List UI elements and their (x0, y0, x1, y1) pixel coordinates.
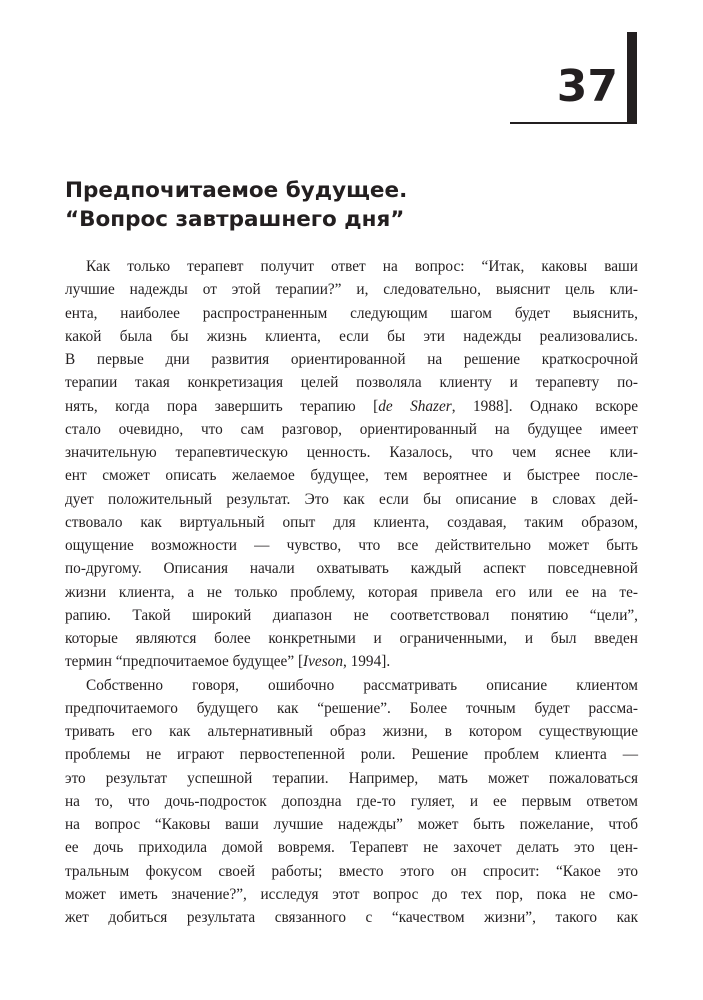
paragraph-2-line: на то, что дочь-подросток допоздна где-то гуляет, и ее первым ответом (65, 792, 638, 810)
paragraph-1-line: термин “предпочитаемое будущее” [Iveson, 1994]. (65, 653, 391, 671)
paragraph-1-line: Как только терапевт получит ответ на вопрос: “Итак, каковы ваши (86, 258, 638, 275)
paragraph-2-line: жет добиться результата связанного с “качеством жизни”, такого как (65, 909, 638, 926)
paragraph-2-line: это результат успешной терапии. Например, мать может пожаловаться (65, 769, 638, 787)
paragraph-1-line: ента, наиболее распространенным следующим шагом будет выяснить, (65, 304, 638, 322)
paragraph-2-line: тральным фокусом своей работы; вместо этого он спросит: “Какое это (65, 862, 638, 880)
paragraph-2-line: проблемы не играют первостепенной роли. Решение проблем клиента — (65, 746, 638, 764)
paragraph-1-line: терапии такая конкретизация целей позволяла клиенту и терапевту по- (65, 374, 638, 392)
paragraph-2-line: на вопрос “Каковы ваши лучшие надежды” может быть пожелание, чтоб (65, 816, 638, 833)
paragraph-1-line: рапию. Такой широкий диапазон не соответствовал понятию “цели”, (65, 606, 638, 624)
paragraph-1-line: жизни клиента, а не только проблему, которая привела его или ее на те- (65, 583, 638, 601)
paragraph-2-line: может иметь значение?”, исследуя этот вопрос до тех пор, пока не смо- (65, 885, 638, 903)
paragraph-1-line: стало очевидно, что сам разговор, ориентированный на будущее имеет (65, 420, 638, 438)
paragraph-1-line: по-другому. Описания начали охватывать каждый аспект повседневной (65, 560, 638, 578)
paragraph-1-line: В первые дни развития ориентированной на решение краткосрочной (65, 351, 638, 368)
chapter-heading (65, 176, 625, 234)
paragraph-2-line: тривать его как альтернативный образ жизни, в котором существующие (65, 723, 638, 740)
paragraph-1-line: нять, когда пора завершить терапию [de Shazer, 1988]. Однако вскоре (65, 397, 639, 415)
paragraph-2-line: предпочитаемого будущего как “решение”. Более точным будет рассма- (65, 699, 638, 717)
paragraph-1-line: ощущение возможности — чувство, что все действительно может быть (65, 537, 638, 554)
paragraph-1-line: которые являются более конкретными и ограниченными, и был введен (65, 630, 638, 647)
paragraph-1-line: ствовало как виртуальный опыт для клиента, создавая, таким образом, (65, 513, 638, 531)
citation-author: Iveson (303, 653, 343, 671)
chapter-number: 37 (556, 61, 618, 112)
heading-line-2: “Вопрос завтрашнего дня” (65, 207, 405, 232)
paragraph-1-line: ент сможет описать желаемое будущее, тем вероятнее и быстрее после- (65, 467, 638, 485)
paragraph-1-line: дует положительный результат. Это как если бы описание в словах дей- (65, 490, 638, 508)
paragraph-2-line: Собственно говоря, ошибочно рассматривать описание клиентом (86, 676, 638, 694)
paragraph-1-line: значительную терапевтическую ценность. Казалось, что чем яснее кли- (65, 444, 638, 461)
paragraph-1-line: какой была бы жизнь клиента, если бы эти надежды реализовались. (65, 327, 638, 345)
chapter-bar (627, 32, 637, 124)
body-text (65, 255, 638, 929)
heading-line-1: Предпочитаемое будущее. (65, 178, 408, 203)
paragraph-2-line: ее дочь приходила домой вовремя. Терапевт не захочет делать это цен- (65, 839, 638, 857)
citation-author: de Shazer (378, 397, 452, 415)
paragraph-1-line: лучшие надежды от этой терапии?” и, следовательно, выяснит цель кли- (65, 281, 638, 299)
chapter-rule (510, 122, 637, 124)
